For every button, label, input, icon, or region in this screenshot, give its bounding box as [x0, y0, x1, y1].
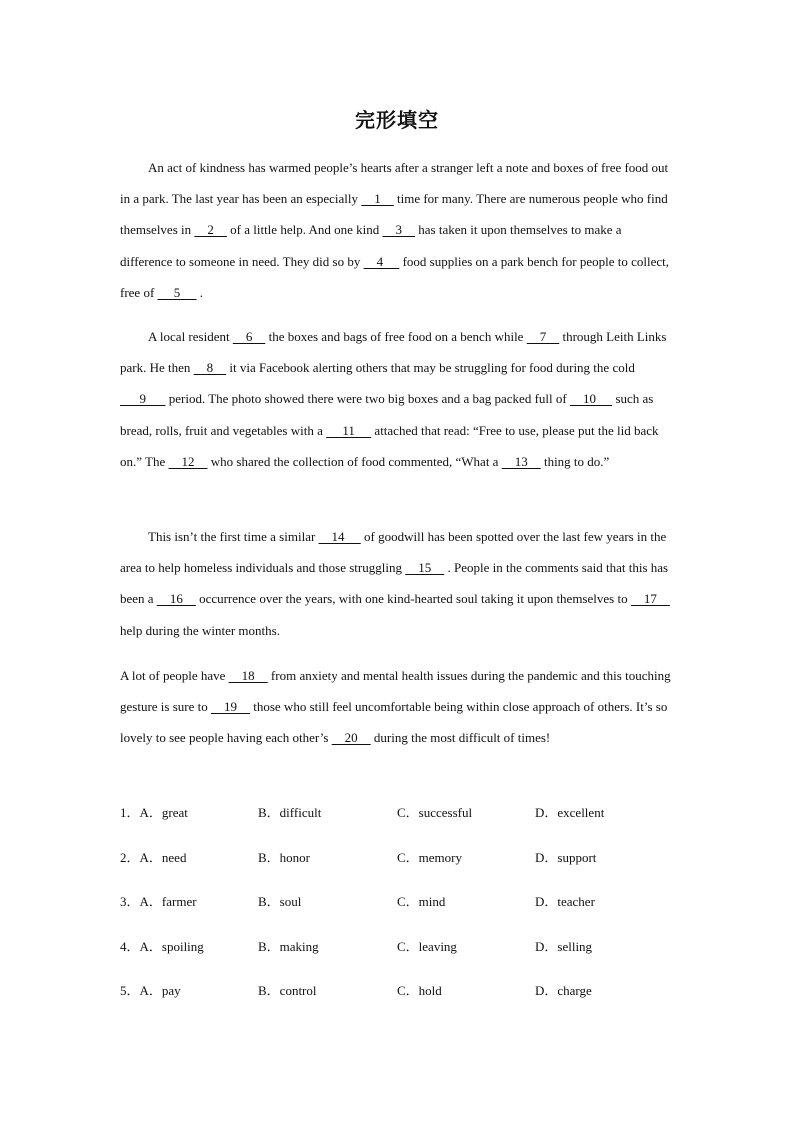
- blank-18: 18: [228, 668, 268, 683]
- question-number: 4．: [120, 938, 140, 954]
- passage-text: time for many. There are numerous people who find themselves in: [120, 191, 668, 238]
- blank-8: 8: [193, 360, 227, 376]
- blank-6: 6: [232, 329, 266, 344]
- passage-text: help during the winter months.: [120, 622, 280, 638]
- blank-11: 11: [326, 422, 372, 438]
- passage-text: .: [196, 284, 204, 300]
- question-option-d: D．selling: [535, 938, 593, 954]
- passage-text: This isn’t the first time a similar: [148, 529, 319, 544]
- question-row-5: [120, 978, 680, 1023]
- blank-3: 3: [382, 222, 416, 238]
- passage-text: food supplies on a park bench for people to collect, free of: [120, 253, 669, 300]
- question-option-c: C．leaving: [397, 938, 457, 954]
- question-row-4: [120, 934, 680, 979]
- question-option-c: C．hold: [397, 983, 442, 999]
- question-number: 2．: [120, 849, 140, 865]
- passage-text: period. The photo showed there were two big boxes and a bag packed full of: [165, 391, 570, 407]
- passage-paragraph-3: [120, 521, 676, 646]
- passage-text: An act of kindness has warmed people’s hearts after a stranger left a note and boxes of free food out in a park. The last year has been an especially: [120, 160, 669, 207]
- passage-text: during the most difficult of times!: [370, 730, 551, 746]
- blank-7: 7: [526, 329, 560, 344]
- blank-14: 14: [318, 529, 361, 544]
- blank-5: 5: [157, 284, 197, 300]
- question-option-b: B．making: [258, 938, 319, 954]
- option-a-label: A．pay: [139, 983, 181, 999]
- question-option-a: [120, 889, 197, 915]
- blank-13: 13: [501, 453, 541, 469]
- blank-12: 12: [168, 453, 208, 469]
- question-option-d: D．charge: [535, 983, 592, 999]
- option-a-label: A．great: [139, 805, 188, 820]
- question-option-c: C．memory: [397, 849, 462, 865]
- question-number: 5．: [120, 983, 140, 999]
- blank-1: 1: [361, 191, 394, 207]
- question-option-a: [120, 978, 181, 1004]
- blank-20: 20: [331, 730, 371, 746]
- passage-text: of goodwill has been spotted over the last few years in the area to help homeless individuals and those struggling: [120, 529, 667, 576]
- passage-text: occurrence over the years, with one kind-hearted soul taking it upon themselves to: [195, 591, 631, 607]
- passage-text: A lot of people have: [120, 668, 229, 683]
- passage-text: through Leith Links park. He then: [120, 329, 667, 376]
- question-option-d: D．support: [535, 849, 597, 865]
- question-row-2: [120, 845, 680, 890]
- passage-text: from anxiety and mental health issues during the pandemic and this touching gesture is sure to: [120, 668, 671, 715]
- passage-text: who shared the collection of food commented, “What a: [207, 453, 502, 469]
- blank-4: 4: [363, 253, 400, 269]
- blank-17: 17: [630, 591, 670, 607]
- question-number: 3．: [120, 894, 140, 910]
- passage-text: the boxes and bags of free food on a bench while: [265, 329, 527, 344]
- question-option-a: [120, 934, 204, 960]
- question-option-a: [120, 800, 188, 826]
- blank-19: 19: [210, 699, 250, 715]
- blank-2: 2: [194, 222, 227, 238]
- question-option-c: C．successful: [397, 805, 473, 820]
- page-title: 完形填空: [355, 110, 439, 132]
- question-row-1: [120, 800, 680, 845]
- passage-paragraph-1: [120, 152, 676, 308]
- blank-10: 10: [569, 391, 613, 407]
- question-option-a: [120, 845, 186, 871]
- question-options: [120, 800, 680, 1023]
- passage-text: A local resident: [148, 329, 233, 344]
- question-option-c: C．mind: [397, 894, 446, 910]
- option-a-label: A．farmer: [139, 894, 197, 910]
- passage-text: attached that read: “Free to use, please put the lid back on.” The: [120, 422, 659, 469]
- question-option-b: B．honor: [258, 849, 311, 865]
- question-option-b: B．soul: [258, 894, 302, 910]
- passage-text: thing to do.”: [540, 453, 610, 469]
- question-option-b: B．difficult: [258, 805, 322, 820]
- option-a-label: A．spoiling: [139, 938, 204, 954]
- passage-text: such as bread, rolls, fruit and vegetables with a: [120, 391, 654, 438]
- passage-paragraph-2: [120, 321, 676, 477]
- question-number: 1．: [120, 805, 140, 820]
- passage-text: has taken it upon themselves to make a difference to someone in need. They did so by: [120, 222, 622, 269]
- question-row-3: [120, 889, 680, 934]
- option-a-label: A．need: [139, 849, 187, 865]
- blank-9: 9: [120, 391, 166, 407]
- blank-16: 16: [156, 591, 196, 607]
- question-option-d: D．teacher: [535, 894, 595, 910]
- passage-text: of a little help. And one kind: [226, 222, 383, 238]
- question-option-d: D．excellent: [535, 805, 605, 820]
- blank-15: 15: [405, 560, 445, 576]
- passage-text: it via Facebook alerting others that may be struggling for food during the cold: [226, 360, 635, 376]
- passage-paragraph-4: [120, 660, 676, 754]
- question-option-b: B．control: [258, 983, 317, 999]
- passage-text: those who still feel uncomfortable being within close approach of others. It’s so lovely to see people having each other’s: [120, 699, 668, 746]
- passage-text: . People in the comments said that this has been a: [120, 560, 669, 607]
